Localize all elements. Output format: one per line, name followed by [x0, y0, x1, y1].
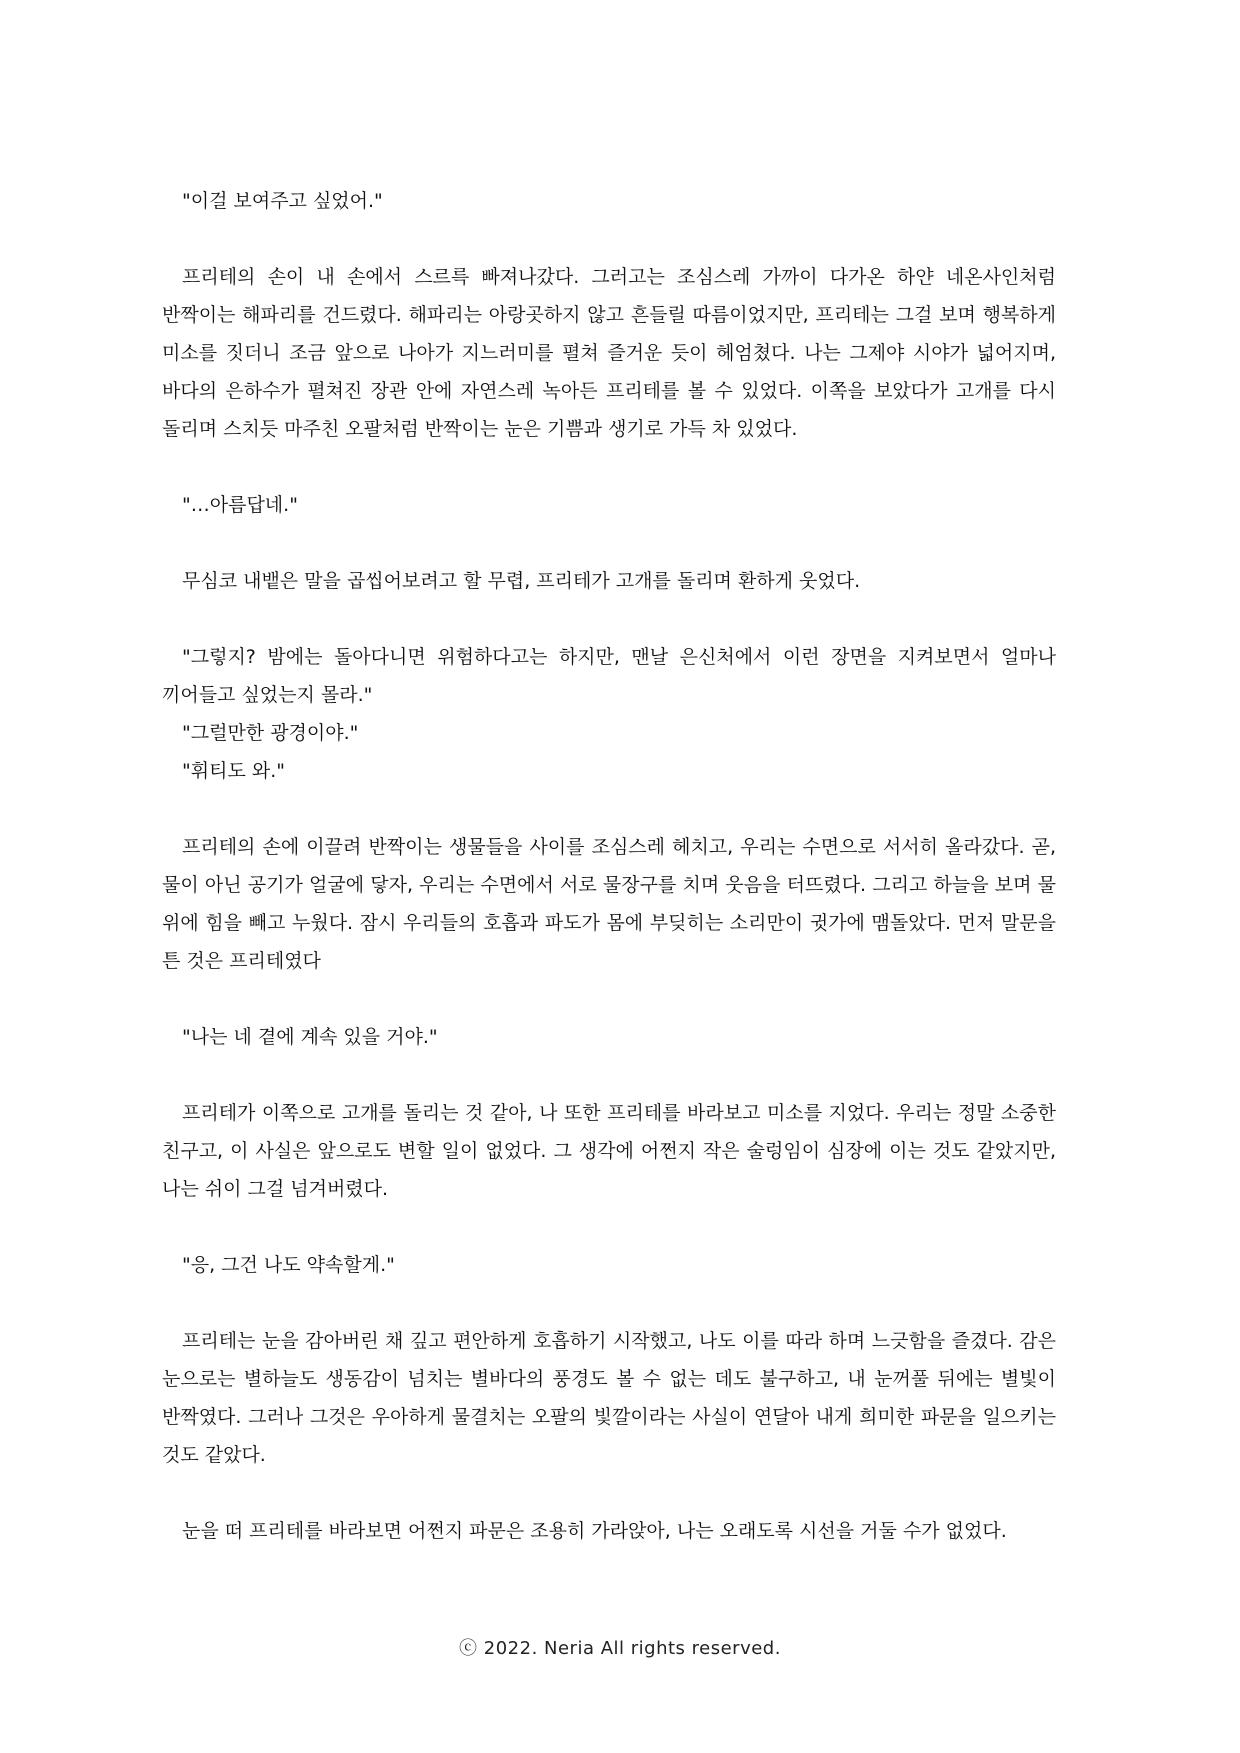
paragraph-spacer [162, 1474, 1056, 1512]
narration-paragraph: 눈을 떠 프리테를 바라보면 어쩐지 파문은 조용히 가라앉아, 나는 오래도록 시선을 거둘 수가 없었다. [182, 1520, 1007, 1542]
paragraph-spacer [162, 790, 1056, 828]
narration-paragraph: 프리테의 손이 내 손에서 스르륵 빠져나갔다. 그러고는 조심스레 가까이 다가온 하얀 네온사인처럼 반짝이는 해파리를 건드렸다. 해파리는 아랑곳하지 않고 흔들릴 따름이었지만, 프리테는 그걸 보며 행복하게 미소를 짓더니 조금 앞으로 나아가 지느러미를 펼쳐 즐거운 듯이 헤엄쳤다. 나는 그제야 시야가 넓어지며, 바다의 은하수가 펼쳐진 장관 안에 자연스레 녹아든 프리테를 볼 수 있었다. 이쪽을 보았다가 고개를 다시 돌리며 스치듯 마주친 오팔처럼 반짝이는 눈은 기쁨과 생기로 가득 차 있었다. [162, 266, 1056, 440]
narration-paragraph: 프리테의 손에 이끌려 반짝이는 생물들을 사이를 조심스레 헤치고, 우리는 수면으로 서서히 올라갔다. 곧, 물이 아닌 공기가 얼굴에 닿자, 우리는 수면에서 서로 물장구를 치며 웃음을 터뜨렸다. 그리고 하늘을 보며 물 위에 힘을 빼고 누웠다. 잠시 우리들의 호흡과 파도가 몸에 부딪히는 소리만이 귓가에 맴돌았다. 먼저 말문을 튼 것은 프리테였다 [162, 836, 1056, 972]
paragraph-spacer [162, 600, 1056, 638]
paragraph-spacer [162, 524, 1056, 562]
paragraph-spacer [162, 1056, 1056, 1094]
paragraph-spacer [162, 1284, 1056, 1322]
dialogue-paragraph: "그럴만한 광경이야." [182, 722, 359, 744]
copyright-footer: ⓒ 2022. Neria All rights reserved. [459, 1638, 781, 1659]
dialogue-paragraph: "응, 그건 나도 약속할게." [182, 1254, 395, 1276]
paragraph-spacer [162, 448, 1056, 486]
paragraph-spacer [162, 220, 1056, 258]
paragraph-spacer [162, 1208, 1056, 1246]
narration-paragraph: 프리테는 눈을 감아버린 채 깊고 편안하게 호흡하기 시작했고, 나도 이를 따라 하며 느긋함을 즐겼다. 감은 눈으로는 별하늘도 생동감이 넘치는 별바다의 풍경도 볼 수 없는 데도 불구하고, 내 눈꺼풀 뒤에는 별빛이 반짝였다. 그러나 그것은 우아하게 물결치는 오팔의 빛깔이라는 사실이 연달아 내게 희미한 파문을 일으키는 것도 같았다. [162, 1330, 1056, 1466]
narration-paragraph: 프리테가 이쪽으로 고개를 돌리는 것 같아, 나 또한 프리테를 바라보고 미소를 지었다. 우리는 정말 소중한 친구고, 이 사실은 앞으로도 변할 일이 없었다. 그 생각에 어쩐지 작은 술렁임이 심장에 이는 것도 같았지만, 나는 쉬이 그걸 넘겨버렸다. [162, 1102, 1056, 1200]
dialogue-paragraph: "휘티도 와." [182, 760, 285, 782]
narration-paragraph: 무심코 내뱉은 말을 곱씹어보려고 할 무렵, 프리테가 고개를 돌리며 환하게 웃었다. [182, 570, 861, 592]
document-body [162, 182, 1056, 1550]
paragraph-spacer [162, 980, 1056, 1018]
dialogue-paragraph: "나는 네 곁에 계속 있을 거야." [182, 1026, 438, 1048]
dialogue-paragraph: "…아름답네." [182, 494, 298, 516]
dialogue-paragraph: "이걸 보여주고 싶었어." [182, 190, 383, 212]
dialogue-paragraph: "그렇지? 밤에는 돌아다니면 위험하다고는 하지만, 맨날 은신처에서 이런 장면을 지켜보면서 얼마나 끼어들고 싶었는지 몰라." [162, 646, 1056, 706]
